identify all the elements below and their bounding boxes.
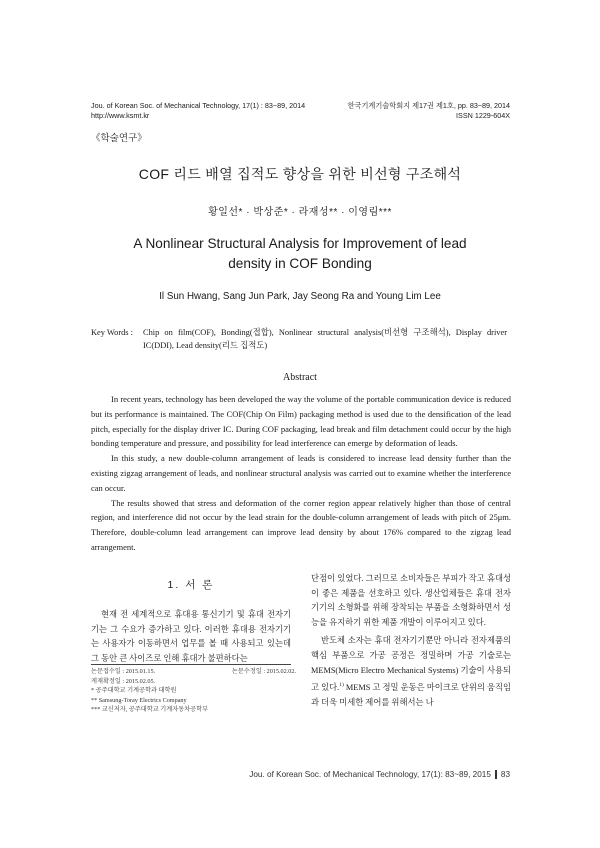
revised-date: 논문수정일 : 2015.02.02. — [231, 668, 296, 675]
footnote-dates — [91, 667, 296, 677]
keywords-text: Chip on film(COF), Bonding(접합), Nonlinear structural analysis(비선형 구조해석), Display driver IC(DDI), Lead density(리드 집적도) — [143, 328, 507, 350]
journal-url: http://www.ksmt.kr — [91, 111, 150, 120]
footnote-divider — [91, 664, 291, 665]
introduction-paragraph-2 — [311, 634, 511, 710]
abstract-heading: Abstract — [283, 372, 317, 383]
page-footer — [249, 770, 510, 779]
journal-header-right — [348, 101, 510, 121]
abstract-body — [91, 392, 511, 555]
korean-title: COF 리드 배열 집적도 향상을 위한 비선형 구조해석 — [138, 166, 462, 182]
abstract-paragraph: In recent years, technology has been developed the way the volume of the portable communication device is reduced but its performance is maintained. The COF(Chip On Film) packaging method is used due to the densification of the lead pitch, especially for the display driver IC. During COF packaging, lead break and film detachment could occur by the high bonding temperature and pressure, and possibility for lead interference can emerge by deformation of leads. — [91, 394, 511, 449]
footnote-corresponding-author: *** 교신저자, 공주대학교 기계자동차공학부 — [91, 706, 209, 714]
journal-header-left — [91, 101, 305, 121]
introduction-heading: 1. 서 론 — [167, 579, 215, 591]
issn: ISSN 1229-604X — [456, 111, 510, 120]
introduction-paragraph-continued: 단점이 있었다. 그러므로 소비자들은 부피가 작고 휴대성이 좋은 제품을 선호하고 있다. 생산업체들은 휴대 전자기기의 소형화를 위해 장착되는 부품을 소형화하면서 성능을 유지하기 위한 제품 개발이 이루어지고 있다. — [311, 574, 511, 627]
abstract-paragraph: In this study, a new double-column arrangement of leads is considered to increase lead density further than the existing zigzag arrangement of leads, and nonlinear structural analysis was carried out to examine whether the interference can occur. — [91, 453, 511, 493]
footer-divider — [495, 770, 497, 779]
journal-citation-korean: 한국기계기술학회지 제17권 제1호, pp. 83~89, 2014 — [347, 101, 510, 110]
keywords — [91, 326, 511, 352]
abstract-paragraph: The results showed that stress and deformation of the corner region appear relatively higher than those of central region, and interference did not occur by the lead strain for the double-column arrangement of leads with pitch of 25μm. Therefore, double-column lead arrangement can improve lead density by about 176% compared to the zigzag lead arrangement. — [91, 497, 511, 552]
introduction-paragraph: 현재 전 세계적으로 휴대용 통신기기 및 휴대 전자기기는 그 수요가 증가하고 있다. 이러한 휴대용 전자기기는 사용자가 이동하면서 업무를 볼 때 사용되고 있는데 그 동안 큰 사이즈로 인해 휴대가 불편하다는 — [91, 610, 291, 663]
keywords-label: Key Words : — [91, 328, 133, 337]
paragraph-text: MEMS 고 정밀 운동은 마이크로 단위의 움직임과 더욱 미세한 제어를 위해서는 나 — [311, 682, 511, 707]
left-column — [91, 574, 291, 666]
korean-authors: 황일선* · 박상준* · 라재성** · 이영림*** — [208, 207, 392, 218]
footer-citation: Jou. of Korean Soc. of Mechanical Technology, 17(1): 83~89, 2015 — [249, 770, 491, 779]
right-column — [311, 572, 511, 710]
page-number: 83 — [500, 770, 510, 779]
english-title: A Nonlinear Structural Analysis for Improvement of lead density in COF Bonding — [133, 236, 467, 271]
received-date: 논문접수일 : 2015.01.15. — [91, 668, 156, 675]
citation-marker[interactable]: 1) — [339, 682, 344, 689]
footnote-affiliation: * 공주대학교 기계공학과 대학원 — [91, 687, 177, 695]
paragraph-text: 반도체 소자는 휴대 전자기기뿐만 아니라 전자제품의 핵심 부품으로 가공 공정은 정밀하며 가공 기술로는 MEMS(Micro Electro Mechanical Systems) 기술이 사용되고 있다. — [311, 636, 511, 692]
section-tag: 《학술연구》 — [91, 133, 147, 144]
english-authors: Il Sun Hwang, Sang Jun Park, Jay Seong Ra and Young Lim Lee — [159, 291, 441, 302]
accepted-date: 게재확정일 : 2015.02.05. — [91, 677, 156, 685]
footnote-affiliation: ** Samsung-Toray Electrics Company — [91, 696, 187, 704]
footnotes — [91, 667, 296, 715]
journal-citation: Jou. of Korean Soc. of Mechanical Technology, 17(1) : 83~89, 2014 — [91, 101, 306, 110]
